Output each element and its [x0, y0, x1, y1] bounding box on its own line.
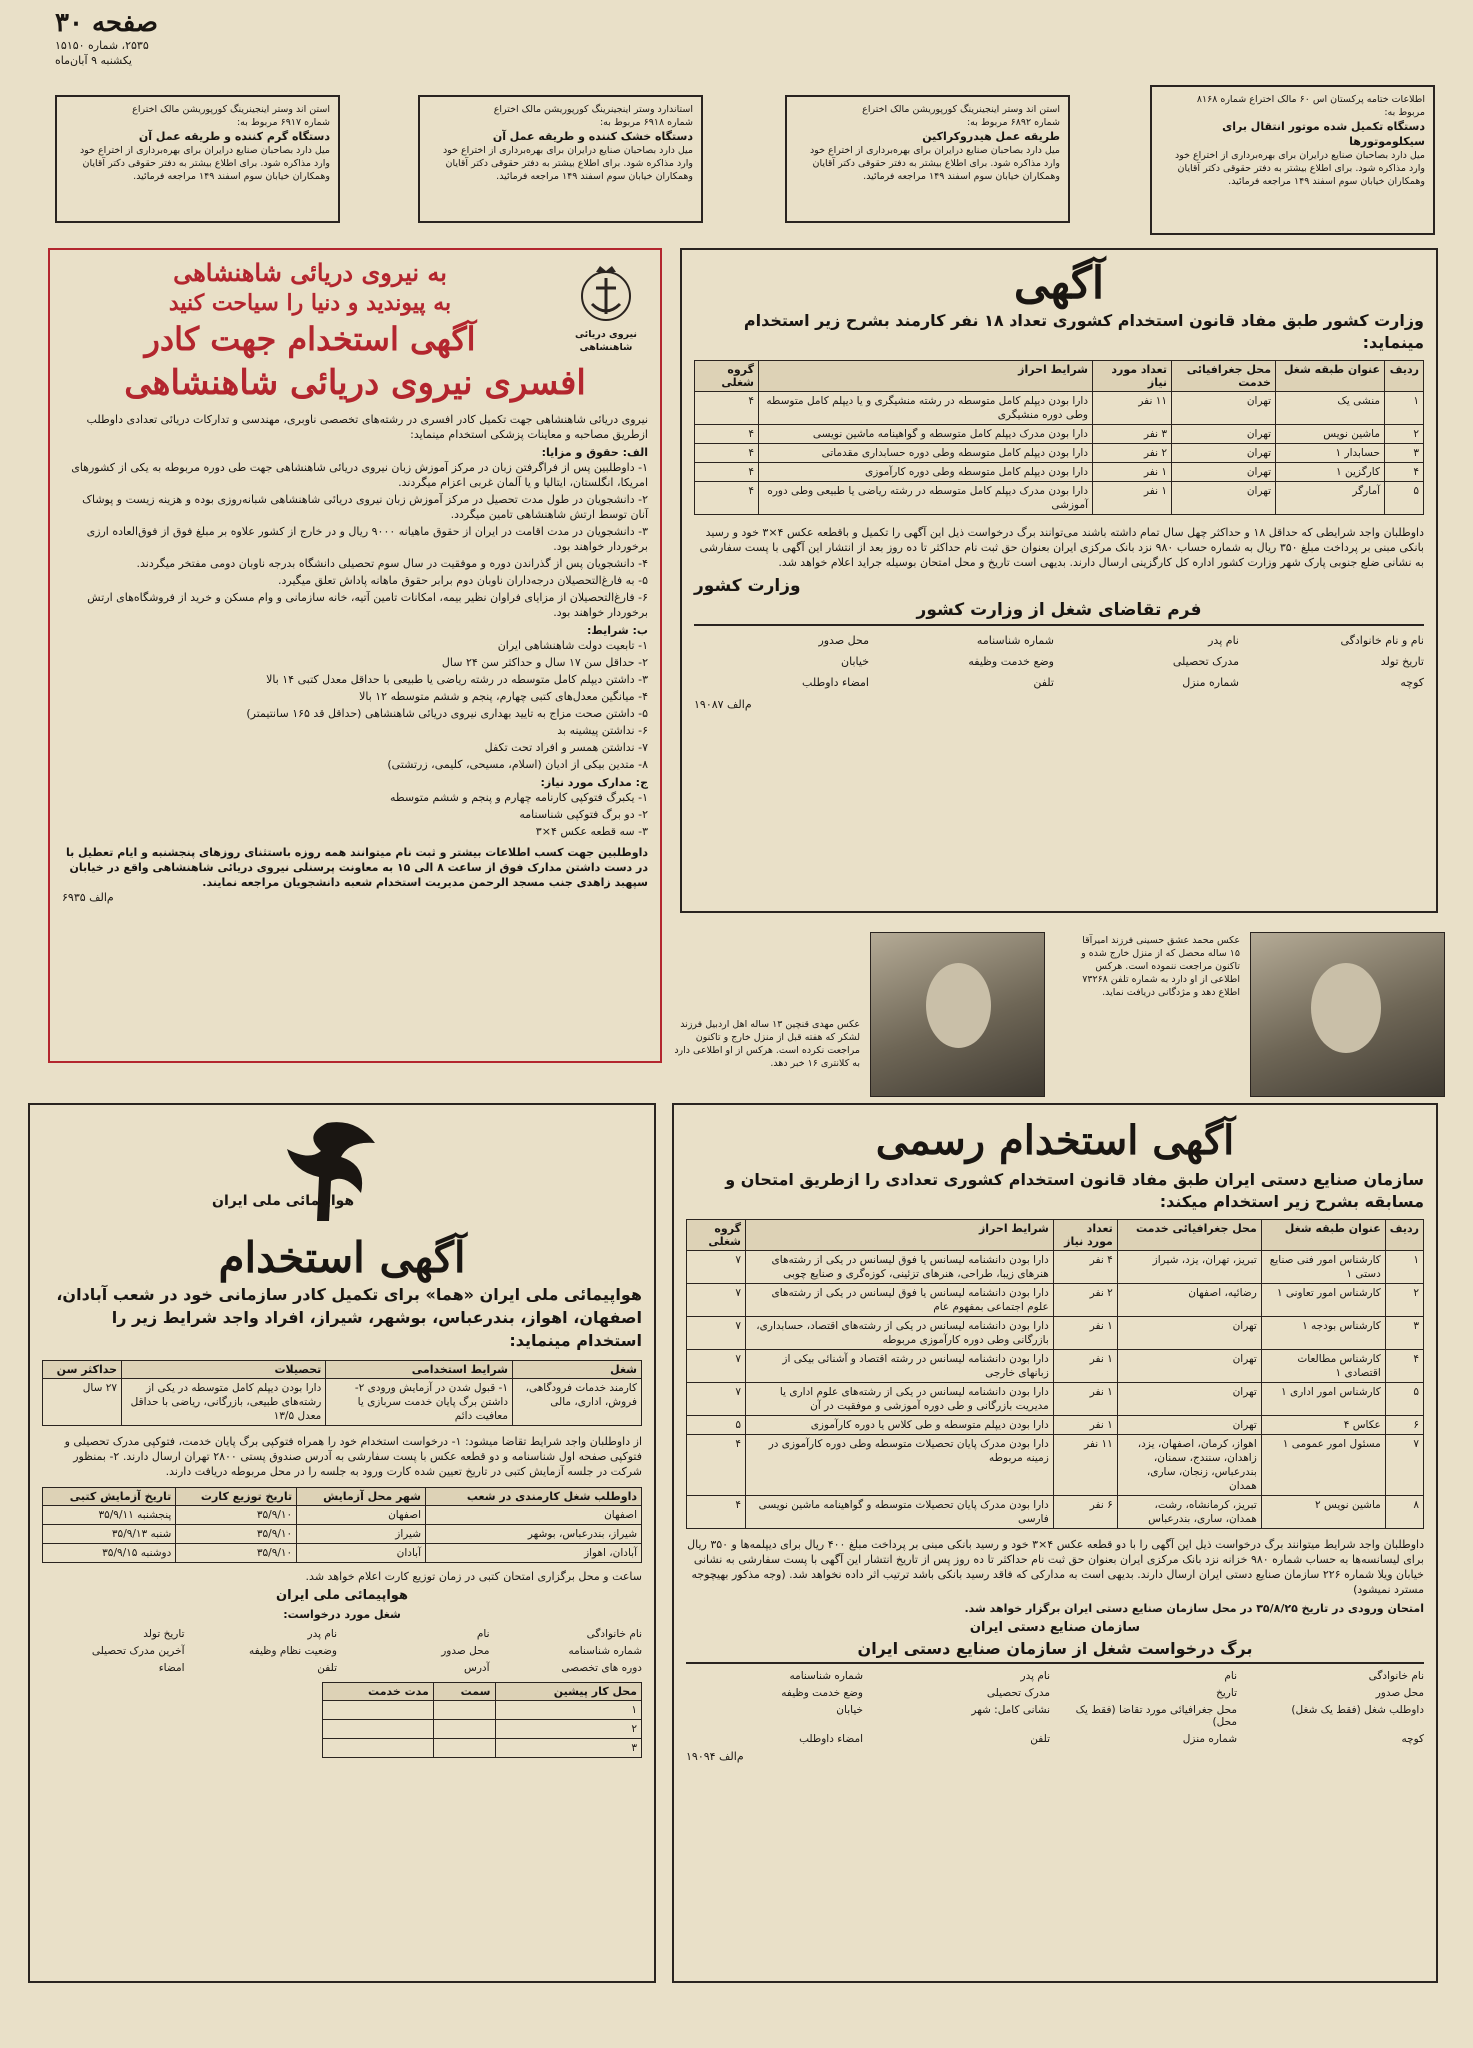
table-row — [687, 1435, 1424, 1496]
table-cell: دوشنبه ۳۵/۹/۱۵ — [43, 1544, 176, 1563]
table-cell: ۳ نفر — [1093, 425, 1172, 444]
col-header: شهر محل آزمایش — [297, 1488, 426, 1506]
table-cell: شیراز، بندرعباس، بوشهر — [426, 1525, 642, 1544]
form-title: فرم تقاضای شغل از وزارت کشور — [694, 600, 1424, 626]
form-field-label: نام و نام خانوادگی — [1340, 634, 1424, 647]
table-row — [695, 425, 1424, 444]
homa-intro: هواپیمائی ملی ایران «هما» برای تکمیل کادر سازمانی خود در شعب آبادان، اصفهان، اهواز، بندرعباس، بوشهر، شیراز، افراد واجد شرایط زیر را استخدام مینماید: — [56, 1285, 642, 1350]
table-cell: ۴ — [695, 444, 759, 463]
form-field-label: خیابان — [836, 1704, 863, 1716]
table-row — [687, 1350, 1424, 1383]
table-cell: ۲ — [1385, 1284, 1423, 1317]
list-item: ۳- سه قطعه عکس ۴×۳ — [535, 825, 648, 838]
navy-title-1: آگهی استخدام جهت کادر — [144, 320, 476, 358]
table-row — [695, 392, 1424, 425]
table-cell: ۳ — [1385, 444, 1424, 463]
crafts-positions-table — [686, 1219, 1424, 1529]
navy-emblem — [570, 262, 642, 353]
navy-title-2: افسری نیروی دریائی شاهنشاهی — [124, 363, 586, 403]
homa-form-title: شغل مورد درخواست: — [283, 1608, 401, 1621]
col-header: مدت خدمت — [323, 1683, 434, 1701]
page-number: صفحه ۳۰ — [55, 8, 158, 38]
conditions-list — [62, 638, 648, 772]
list-item: ۲- حداقل سن ۱۷ سال و حداکثر سن ۲۴ سال — [441, 656, 648, 669]
table-cell: ۴ — [695, 463, 759, 482]
form-field-label: نام پدر — [1020, 1670, 1050, 1682]
table-row — [695, 482, 1424, 515]
table-cell: ۵ — [1385, 482, 1424, 515]
table-cell: ۴ — [687, 1435, 746, 1496]
table-cell: تهران — [1172, 444, 1276, 463]
col-header: شرایط احراز — [746, 1220, 1054, 1251]
table-cell: ۱ — [1385, 392, 1424, 425]
col-header: تاریخ توزیع کارت — [176, 1488, 297, 1506]
list-item: ۸- متدین بیکی از ادیان (اسلام، مسیحی، کلیمی، زرتشتی) — [387, 758, 648, 771]
list-item: ۴- دانشجویان پس از گذراندن دوره و موفقیت در سال سوم تحصیلی دانشگاه بدرجه ناوبان دومی مفتخر میگردند. — [136, 557, 648, 570]
table-cell: ماشین نویس ۲ — [1261, 1496, 1385, 1529]
crafts-form-title: برگ درخواست شغل از سازمان صنایع دستی ایران — [686, 1639, 1424, 1664]
ad-intro: وزارت کشور طبق مفاد قانون استخدام کشوری تعداد ۱۸ نفر کارمند بشرح زیر استخدام مینماید: — [743, 311, 1424, 352]
list-item: ۵- به فارغ‌التحصیلان درجه‌داران ناوبان دوم برابر حقوق ماهانه پاداش تعلق میگیرد. — [278, 574, 648, 587]
form-field-label: نام — [476, 1628, 490, 1640]
table-cell: ۱- قبول شدن در آزمایش ورودی ۲- داشتن برگ پایان خدمت سربازی یا معافیت دائم — [326, 1379, 513, 1426]
list-item: ۲- دانشجویان در طول مدت تحصیل در مرکز آموزش زبان نیروی دریائی شاهنشاهی شبانه‌روزی بوده و هزینه زیست و پوشاک آنان توسط ارتش شاهنشاهی تامین میگردد. — [82, 493, 648, 521]
form-field-label: وضعیت نظام وظیفه — [249, 1645, 337, 1657]
list-item: ۴- میانگین معدل‌های کتبی چهارم، پنجم و ششم متوسطه ۱۲ بالا — [359, 690, 648, 703]
table-cell: کارشناس بودجه ۱ — [1261, 1317, 1385, 1350]
form-field-label: شماره شناسنامه — [568, 1645, 642, 1657]
homa-signature: هواپیمائی ملی ایران — [276, 1588, 408, 1603]
homa-brand: هواپیمائی ملی ایران — [212, 1193, 355, 1209]
table-row — [687, 1284, 1424, 1317]
form-field-label: کوچه — [1401, 1733, 1424, 1745]
table-cell: شیراز — [297, 1525, 426, 1544]
table-cell: دارا بودن دیپلم کامل متوسطه در رشته منشیگری و یا دیپلم کامل متوسطه وطی دوره منشیگری — [759, 392, 1093, 425]
table-cell: حسابدار ۱ — [1276, 444, 1385, 463]
table-row — [695, 463, 1424, 482]
notice-body: میل دارد بصاحبان صنایع درایران برای بهره‌برداری از اختراع خود وارد مذاکره شود. برای اطلاع بیشتر به دفتر حقوقی دکتر آقایان وهمکاران خیابان سوم اسفند ۱۴۹ مراجعه فرمائید. — [79, 145, 330, 182]
table-cell: ۲ نفر — [1093, 444, 1172, 463]
col-header: گروه شغلی — [687, 1220, 746, 1251]
table-cell: ۷ — [687, 1317, 746, 1350]
table-row — [43, 1525, 642, 1544]
notice-header: استن اند وستر اینجینرینگ کورپوریشن مالک اختراع — [862, 104, 1060, 115]
list-item: ۱- تابعیت دولت شاهنشاهی ایران — [497, 639, 648, 652]
table-row — [687, 1416, 1424, 1435]
notice-subheader: مربوط به: — [1384, 107, 1425, 118]
homa-exam-table — [42, 1487, 642, 1563]
table-cell: ۳۵/۹/۱۰ — [176, 1544, 297, 1563]
crafts-title: آگهی استخدام رسمی — [875, 1117, 1235, 1164]
table-cell: دارا بودن مدرک پایان تحصیلات متوسطه و گواهینامه ماشین نویسی فارسی — [746, 1496, 1054, 1529]
table-cell: ۴ — [1385, 463, 1424, 482]
notice-body: میل دارد بصاحبان صنایع درایران برای بهره‌برداری از اختراع خود وارد مذاکره شود. برای اطلاع بیشتر به دفتر حقوقی دکتر آقایان وهمکاران خیابان سوم اسفند ۱۴۹ مراجعه فرمائید. — [442, 145, 693, 182]
list-item: ۶- نداشتن پیشینه بد — [557, 724, 648, 737]
form-field-label: مدرک تحصیلی — [1172, 655, 1239, 668]
docs-title: ج: مدارک مورد نیاز: — [540, 776, 648, 789]
table-cell: ۵ — [1385, 1383, 1423, 1416]
navy-intro: نیروی دریائی شاهنشاهی جهت تکمیل کادر افسری در رشته‌های تخصصی ناوبری، مهندسی و تدارکات دریائی تعدادی داوطلب ازطریق مصاحبه و معاینات پزشکی استخدام مینماید: — [86, 413, 648, 441]
notice-header: اطلاعات ختامه پرکستان اس ۶۰ مالک اختراع شماره ۸۱۶۸ — [1196, 94, 1425, 105]
form-field-label: مدرک تحصیلی — [986, 1687, 1050, 1699]
form-field-label: داوطلب شغل (فقط یک شغل) — [1291, 1704, 1424, 1716]
form-field-label: محل جغرافیائی مورد تقاضا (فقط یک محل) — [1075, 1704, 1237, 1728]
table-cell: آمارگر — [1276, 482, 1385, 515]
form-field-label: دوره های تخصصی — [561, 1662, 642, 1674]
patent-notice-4 — [55, 95, 340, 223]
form-field-label: امضاء — [158, 1662, 185, 1674]
table-row — [687, 1317, 1424, 1350]
table-cell: مسئول امور عمومی ۱ — [1261, 1435, 1385, 1496]
table-cell: ۳۵/۹/۱۰ — [176, 1525, 297, 1544]
col-header: ردیف — [1385, 1220, 1423, 1251]
table-cell: رضائیه، اصفهان — [1117, 1284, 1261, 1317]
table-row — [687, 1496, 1424, 1529]
form-field-label: نشانی کامل: شهر — [971, 1704, 1050, 1716]
col-header: عنوان طبقه شغل — [1276, 361, 1385, 392]
col-header: محل جغرافیائی خدمت — [1117, 1220, 1261, 1251]
table-cell: ۲ — [1385, 425, 1424, 444]
table-cell: ۳ — [1385, 1317, 1423, 1350]
notice-header: استاندارد وستر اینجینرینگ کورپوریشن مالک اختراع — [493, 104, 693, 115]
table-cell: کارمند خدمات فرودگاهی، فروش، اداری، مالی — [513, 1379, 642, 1426]
table-cell: آبادان — [297, 1544, 426, 1563]
table-cell: کارگزین ۱ — [1276, 463, 1385, 482]
table-cell: ماشین نویس — [1276, 425, 1385, 444]
table-row — [323, 1739, 642, 1758]
missing-person-2 — [670, 928, 1050, 1103]
table-cell: ۱ نفر — [1093, 482, 1172, 515]
table-cell: ۱ — [1385, 1251, 1423, 1284]
table-cell: ۱ نفر — [1053, 1416, 1117, 1435]
form-field-label: تلفن — [1033, 676, 1054, 689]
table-cell: ۵ — [687, 1416, 746, 1435]
benefits-list — [62, 460, 648, 620]
emblem-caption: نیروی دریائی شاهنشاهی — [575, 329, 637, 353]
homa-form — [42, 1628, 642, 1674]
col-header: محل کار پیشین — [495, 1683, 642, 1701]
col-header: تعداد مورد نیاز — [1053, 1220, 1117, 1251]
col-header: تاریخ آزمایش کتبی — [43, 1488, 176, 1506]
form-field-label: آخرین مدرک تحصیلی — [91, 1645, 185, 1657]
table-cell: دارا بودن مدرک دیپلم کامل متوسطه و گواهینامه ماشین نویسی — [759, 425, 1093, 444]
col-header: ردیف — [1385, 361, 1424, 392]
ad-reference: م‌الف ۱۹۰۸۷ — [694, 698, 752, 711]
form-field-label: محل صدور — [1375, 1687, 1424, 1699]
issue-number: ۲۵۳۵، شماره ۱۵۱۵۰ — [55, 39, 149, 52]
benefits-title: الف: حقوق و مزایا: — [541, 446, 648, 459]
list-item: ۷- نداشتن همسر و افراد تحت تکفل — [484, 741, 648, 754]
table-cell: دارا بودن دیپلم کامل متوسطه وطی دوره کارآموزی — [759, 463, 1093, 482]
list-item: ۳- داشتن دیپلم کامل متوسطه در رشته ریاضی یا طبیعی با حداقل معدل کتبی ۱۴ بالا — [266, 673, 648, 686]
table-cell: دارا بودن مدرک پایان تحصیلات متوسطه وطی دوره کارآموزی در زمینه مربوطه — [746, 1435, 1054, 1496]
table-row — [43, 1544, 642, 1563]
table-cell: آبادان، اهواز — [426, 1544, 642, 1563]
table-cell: ۳۵/۹/۱۰ — [176, 1506, 297, 1525]
form-field-label: خیابان — [841, 655, 869, 668]
crafts-intro: سازمان صنایع دستی ایران طبق مفاد قانون استخدام کشوری تعدادی را ازطریق امتحان و مسابقه بشرح زیر استخدام میکند: — [725, 1170, 1424, 1211]
form-field-label: وضع خدمت وظیفه — [968, 655, 1054, 668]
table-cell: کارشناس مطالعات اقتصادی ۱ — [1261, 1350, 1385, 1383]
table-cell: ۴ نفر — [1053, 1251, 1117, 1284]
list-item: ۳- دانشجویان در مدت اقامت در ایران از حقوق ماهیانه ۹۰۰۰ ریال و در خارج از کشور علاوه بر مبلغ فوق از فوق‌العاده ارزی برخوردار خواهند بود. — [86, 525, 648, 553]
notice-title: دستگاه گرم کننده و طریقه عمل آن — [138, 130, 330, 143]
list-item: ۱- یکبرگ فتوکپی کارنامه چهارم و پنجم و ششم متوسطه — [390, 791, 648, 804]
navy-slogan-1: به نیروی دریائی شاهنشاهی — [173, 258, 447, 287]
table-row — [323, 1720, 642, 1739]
handicrafts-ad — [672, 1103, 1438, 1983]
table-cell: تهران — [1172, 425, 1276, 444]
table-cell: دارا بودن دیپلم متوسطه و طی کلاس یا دوره کارآموزی — [746, 1416, 1054, 1435]
photo-caption: عکس مهدی قنچین ۱۳ ساله اهل اردبیل فرزند لشکر که هفته قبل از منزل خارج و تاکنون مراجعت نکرده است. هرکس از او اطلاعی دارد به کلانتری ۱۶ خبر دهد. — [674, 1019, 860, 1069]
interior-ministry-ad — [680, 248, 1438, 913]
homa-title: آگهی استخدام — [218, 1233, 466, 1282]
page-header — [55, 8, 275, 68]
form-field-label: امضاء داوطلب — [799, 1733, 863, 1745]
work-history-table — [322, 1682, 642, 1758]
ad-conditions: داوطلبان واجد شرایطی که حداقل ۱۸ و حداکثر چهل سال تمام داشته باشند می‌توانند برگ درخواست ذیل این آگهی را تکمیل و باقطعه عکس ۴×۳ خود و رسید بانکی مبنی بر پرداخت مبلغ ۳۵۰ ریال به شماره حساب ۹۸۰ نزد بانک مرکزی ایران بعنوان حق ثبت نام حداکثر تا ده روز بعد از انتشار این آگهی با پست سفارشی به نشانی ضلع جنوبی پارک شهر وزارت کشور اداره کل کارگزینی ارسال دارند. بدیهی است تاریخ و محل امتحان بوسیله جراید اعلام خواهد شد. — [699, 526, 1424, 569]
table-cell: ۱ — [495, 1701, 642, 1720]
person-photo — [870, 932, 1045, 1097]
form-field-label: نام — [1224, 1670, 1237, 1682]
table-cell: دارا بودن دانشنامه لیسانس یا فوق لیسانس در یکی از رشته‌های هنرهای زیبا، طراحی، هنرهای تزئینی، کوزه‌گری و صنایع چوبی — [746, 1251, 1054, 1284]
table-cell: کارشناس امور اداری ۱ — [1261, 1383, 1385, 1416]
notice-body: میل دارد بصاحبان صنایع درایران برای بهره‌برداری از اختراع خود وارد مذاکره شود. برای اطلاع بیشتر به دفتر حقوقی دکتر آقایان وهمکاران خیابان سوم اسفند ۱۴۹ مراجعه فرمائید. — [809, 145, 1060, 182]
table-cell: اصفهان — [297, 1506, 426, 1525]
col-header: سمت — [433, 1683, 495, 1701]
table-cell: تهران — [1117, 1416, 1261, 1435]
table-cell: ۷ — [687, 1383, 746, 1416]
missing-person-1 — [1080, 928, 1450, 1103]
homa-after: ساعت و محل برگزاری امتحان کتبی در زمان توزیع کارت اعلام خواهد شد. — [305, 1570, 642, 1583]
navy-reference: م‌الف ۶۹۳۵ — [62, 891, 114, 904]
table-cell: ۲۷ سال — [43, 1379, 122, 1426]
table-cell: ۱۱ نفر — [1053, 1435, 1117, 1496]
table-cell: دارا بودن دیپلم کامل متوسطه در یکی از رشته‌های طبیعی، بازرگانی، ریاضی با حداقل معدل ۱۳/۵ — [122, 1379, 326, 1426]
table-cell: تبریز، تهران، یزد، شیراز — [1117, 1251, 1261, 1284]
photo-caption: عکس محمد عشق حسینی فرزند امیرآقا ۱۵ ساله محصل که از منزل خارج شده و تاکنون مراجعت ننموده است. هرکس اطلاعی از او دارد به شماره تلفن ۷۳۲۶۸ اطلاع دهد و مژدگانی دریافت نماید. — [1081, 935, 1240, 998]
form-field-label: نام خانوادگی — [1368, 1670, 1424, 1682]
table-row — [323, 1701, 642, 1720]
table-cell: ۴ — [695, 482, 759, 515]
anchor-crown-icon — [570, 262, 642, 324]
table-cell: دارا بودن دانشنامه لیسانس در رشته اقتصاد و آشنائی بیکی از زبانهای خارجی — [746, 1350, 1054, 1383]
crafts-conditions: داوطلبان واجد شرایط میتوانند برگ درخواست ذیل این آگهی را با دو قطعه عکس ۴×۳ خود و رسید بانکی مبنی بر پرداخت مبلغ ۴۰۰ ریال برای دیپلمه‌ها و ۳۵۰ ریال برای لیسانسه‌ها به حساب شماره ۹۸۰ خزانه نزد بانک مرکزی ایران بعنوان حق ثبت نام حداکثر تا ده روز پس از تاریخ انتشار این آگهی با پست سفارشی به نشانی خیابان ویلا شماره ۲۲۶ سازمان صنایع دستی ایران ارسال دارند. بدیهی است به مدارکی که فاقد رسید بانکی باشد ترتیب اثر داده نخواهد شد. (وجه مذکور بهیچوجه مسترد نمیشود) — [687, 1538, 1424, 1596]
col-header: شرایط احراز — [759, 361, 1093, 392]
form-field-label: شماره منزل — [1182, 1733, 1237, 1745]
form-field-label: محل صدور — [818, 634, 869, 647]
table-cell: ۷ — [1385, 1435, 1423, 1496]
form-field-label: شماره منزل — [1182, 676, 1239, 689]
form-field-label: تاریخ — [1216, 1687, 1237, 1699]
patent-notice-3 — [418, 95, 703, 223]
ad-title: آگهی — [1013, 258, 1105, 309]
table-cell: دارا بودن دانشنامه لیسانس در یکی از رشته‌های علوم اداری یا مدیریت بازرگانی و طی دوره آموزشی و موفقیت در آن — [746, 1383, 1054, 1416]
table-cell: ۸ — [1385, 1496, 1423, 1529]
form-field-label: نام پدر — [307, 1628, 337, 1640]
notice-subheader: شماره ۶۹۱۸ مربوط به: — [599, 117, 693, 128]
table-cell: اصفهان — [426, 1506, 642, 1525]
table-cell: ۱ نفر — [1093, 463, 1172, 482]
table-cell: تهران — [1172, 392, 1276, 425]
table-cell: دارا بودن دیپلم کامل متوسطه وطی دوره حسابداری مقدماتی — [759, 444, 1093, 463]
form-field-label: شماره شناسنامه — [789, 1670, 863, 1682]
form-field-label: وضع خدمت وظیفه — [781, 1687, 863, 1699]
table-cell: تهران — [1117, 1317, 1261, 1350]
homa-bird-icon — [257, 1113, 397, 1228]
col-header: حداکثر سن — [43, 1361, 122, 1379]
col-header: محل جغرافیائی خدمت — [1172, 361, 1276, 392]
table-cell: دارا بودن دانشنامه لیسانس در یکی از رشته‌های اقتصاد، حسابداری، بازرگانی وطی دوره کارآموزی مربوطه — [746, 1317, 1054, 1350]
table-cell: شنبه ۳۵/۹/۱۳ — [43, 1525, 176, 1544]
col-header: شغل — [513, 1361, 642, 1379]
table-cell: ۴ — [687, 1496, 746, 1529]
table-cell: تهران — [1172, 482, 1276, 515]
docs-list — [62, 790, 648, 839]
form-field-label: تاریخ تولد — [1380, 655, 1424, 668]
table-cell: کارشناس امور تعاونی ۱ — [1261, 1284, 1385, 1317]
navy-slogan-2: به پیوندید و دنیا را سیاحت کنید — [168, 290, 452, 316]
form-field-label: تلفن — [1030, 1733, 1050, 1745]
form-field-label: امضاء داوطلب — [802, 676, 869, 689]
table-cell: پنجشنبه ۳۵/۹/۱۱ — [43, 1506, 176, 1525]
crafts-signature: سازمان صنایع دستی ایران — [969, 1620, 1141, 1635]
table-cell: ۱ نفر — [1053, 1317, 1117, 1350]
table-cell: ۲ — [495, 1720, 642, 1739]
person-photo — [1250, 932, 1445, 1097]
positions-table — [694, 360, 1424, 515]
patent-notice-1 — [1150, 85, 1435, 235]
table-cell: تبریز، کرمانشاه، رشت، همدان، ساری، بندرعباس — [1117, 1496, 1261, 1529]
form-field-label: کوچه — [1400, 676, 1424, 689]
table-cell: ۴ — [695, 392, 759, 425]
table-cell: ۴ — [1385, 1350, 1423, 1383]
col-header: تحصیلات — [122, 1361, 326, 1379]
table-row — [43, 1506, 642, 1525]
col-header: شرایط استخدامی — [326, 1361, 513, 1379]
notice-title: دستگاه تکمیل شده موتور انتقال برای سیکلوموتورها — [1222, 120, 1425, 148]
table-row — [687, 1383, 1424, 1416]
table-cell: ۳ — [495, 1739, 642, 1758]
navy-ad — [48, 248, 662, 1063]
homa-note: از داوطلبان واجد شرایط تقاضا میشود: ۱- درخواست استخدام خود را همراه فتوکپی برگ پایان خدمت، فتوکپی مدرک تحصیلی و فتوکپی صفحه اول شناسنامه و دو قطعه عکس با پست سفارشی به آدرس صندوق پستی ۲۸۰۰ تهران ارسال دارند. ۲- بمنظور شرکت در جلسه آزمایش کتبی در تاریخ تعیین شده کارت ورود به جلسه را در محل مربوطه دریافت دارند. — [64, 1435, 642, 1478]
table-row — [695, 444, 1424, 463]
list-item: ۲- دو برگ فتوکپی شناسنامه — [519, 808, 648, 821]
conditions-title: ب: شرایط: — [586, 624, 648, 637]
form-field-label: تاریخ تولد — [143, 1628, 185, 1640]
col-header: عنوان طبقه شغل — [1261, 1220, 1385, 1251]
table-cell: کارشناس امور فنی صنایع دستی ۱ — [1261, 1251, 1385, 1284]
application-form — [694, 634, 1424, 689]
navy-closing: داوطلبین جهت کسب اطلاعات بیشتر و ثبت نام میتوانند همه روزه باستثنای روزهای پنجشنبه و ایام تعطیل با در دست داشتن مدارک فوق از ساعت ۸ الی ۱۵ به معاونت پرسنلی نیروی دریائی شاهنشاهی واقع در خیابان سپهبد زاهدی جنب مسجد الرحمن مدیریت استخدام شعبه دانشجویان مراجعه نمایند. — [65, 846, 648, 889]
form-field-label: نام پدر — [1208, 634, 1239, 647]
crafts-exam: امتحان ورودی در تاریخ ۳۵/۸/۲۵ در محل سازمان صنایع دستی ایران برگزار خواهد شد. — [964, 1602, 1424, 1615]
form-field-label: محل صدور — [441, 1645, 490, 1657]
table-cell: منشی یک — [1276, 392, 1385, 425]
crafts-reference: م‌الف ۱۹۰۹۴ — [686, 1750, 744, 1763]
table-cell: دارا بودن دانشنامه لیسانس یا فوق لیسانس در یکی از رشته‌های علوم اجتماعی بمفهوم عام — [746, 1284, 1054, 1317]
table-cell: ۶ نفر — [1053, 1496, 1117, 1529]
list-item: ۶- فارغ‌التحصیلان از مزایای فراوان نظیر بیمه، امکانات تامین آتیه، خانه سازمانی و وام مسکن و خرید از فروشگاه‌های ارتش برخوردار خواهند بود. — [87, 591, 648, 619]
homa-job-table — [42, 1360, 642, 1426]
table-cell: تهران — [1117, 1383, 1261, 1416]
table-cell: ۷ — [687, 1284, 746, 1317]
homa-airline-ad — [28, 1103, 656, 1983]
form-field-label: تلفن — [317, 1662, 337, 1674]
form-field-label: نام خانوادگی — [586, 1628, 642, 1640]
table-cell: ۱۱ نفر — [1093, 392, 1172, 425]
table-cell: عکاس ۴ — [1261, 1416, 1385, 1435]
form-field-label: شماره شناسنامه — [976, 634, 1054, 647]
col-header: تعداد مورد نیاز — [1093, 361, 1172, 392]
col-header: گروه شغلی — [695, 361, 759, 392]
notice-header: استن اند وستر اینجینرینگ کورپوریشن مالک اختراع — [132, 104, 330, 115]
form-field-label: آدرس — [464, 1662, 490, 1674]
notice-subheader: شماره ۶۸۹۲ مربوط به: — [966, 117, 1060, 128]
table-cell: ۶ — [1385, 1416, 1423, 1435]
issue-date: یکشنبه ۹ آبان‌ماه — [55, 54, 132, 67]
homa-logo — [42, 1113, 642, 1233]
table-cell: ۱ نفر — [1053, 1350, 1117, 1383]
notice-title: دستگاه خشک کننده و طریقه عمل آن — [492, 130, 693, 143]
col-header: داوطلب شغل کارمندی در شعب — [426, 1488, 642, 1506]
table-cell: ۴ — [695, 425, 759, 444]
table-cell: تهران — [1172, 463, 1276, 482]
ad-signature: وزارت کشور — [694, 576, 801, 596]
notice-body: میل دارد بصاحبان صنایع درایران برای بهره‌برداری از اختراع خود وارد مذاکره شود. برای اطلاع بیشتر به دفتر حقوقی دکتر آقایان وهمکاران خیابان سوم اسفند ۱۴۹ مراجعه فرمائید. — [1174, 150, 1425, 187]
table-cell: ۲ نفر — [1053, 1284, 1117, 1317]
table-cell: ۷ — [687, 1251, 746, 1284]
notice-subheader: شماره ۶۹۱۷ مربوط به: — [236, 117, 330, 128]
list-item: ۱- داوطلبین پس از فراگرفتن زبان در مرکز آموزش زبان نیروی دریائی شاهنشاهی جهت طی دوره مربوطه به یکی از کشورهای امریکا، انگلستان، ایتالیا و یا آلمان غربی اعزام میگردند. — [71, 461, 648, 489]
table-cell: اهواز، کرمان، اصفهان، یزد، زاهدان، سنندج، سمنان، بندرعباس، زنجان، ساری، همدان — [1117, 1435, 1261, 1496]
table-row — [687, 1251, 1424, 1284]
crafts-form — [686, 1670, 1424, 1745]
list-item: ۵- داشتن صحت مزاج به تایید بهداری نیروی دریائی شاهنشاهی (حداقل قد ۱۶۵ سانتیمتر) — [246, 707, 648, 720]
table-cell: تهران — [1117, 1350, 1261, 1383]
patent-notice-2 — [785, 95, 1070, 223]
table-row — [43, 1379, 642, 1426]
table-cell: ۷ — [687, 1350, 746, 1383]
notice-title: طریقه عمل هیدروکراکین — [922, 130, 1060, 143]
table-cell: دارا بودن مدرک دیپلم کامل متوسطه در رشته ریاضی یا طبیعی وطی دوره آموزشی — [759, 482, 1093, 515]
table-cell: ۱ نفر — [1053, 1383, 1117, 1416]
